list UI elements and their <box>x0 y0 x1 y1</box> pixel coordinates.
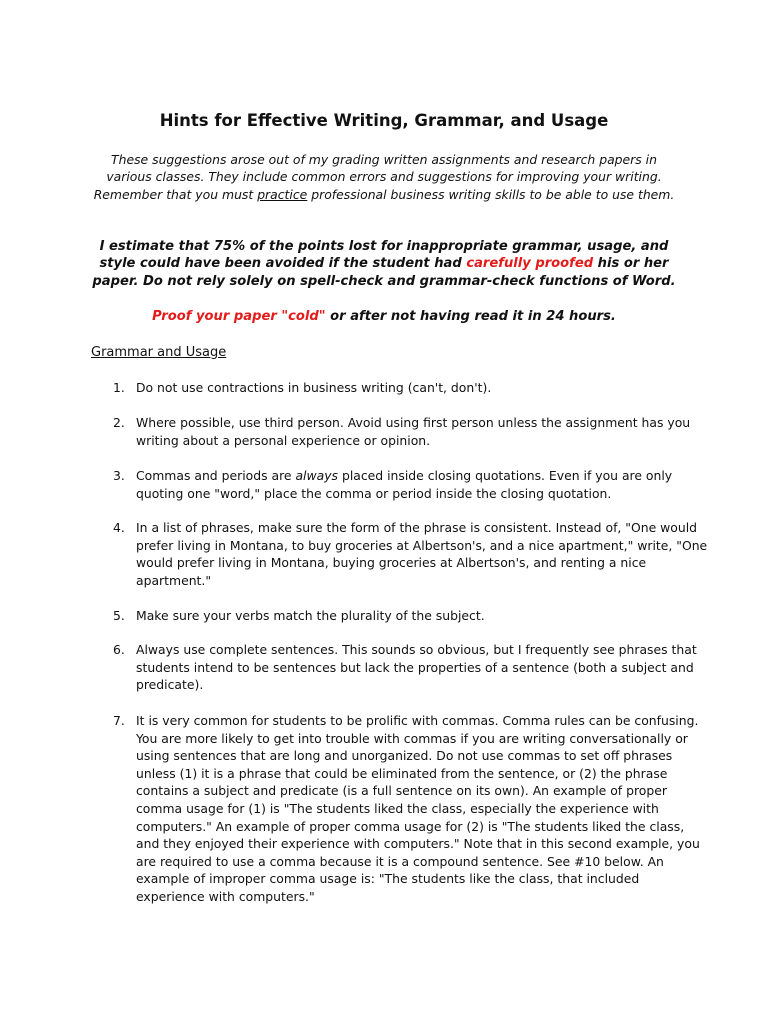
list-item-text: Do not use contractions in business writing (can't, don't). <box>136 380 492 395</box>
list-item-text: It is very common for students to be prolific with commas. Comma rules can be confusing. You are more likely to get into trouble with commas if you are writing conversationally or using sentences that are long and unorganized. Do not use commas to set off phrases unless (1) it is a phrase that could be eliminated from the sentence, or (2) the phrase contains a subject and predicate (is a full sentence on its own). An example of proper comma usage for (1) is "The students liked the class, especially the experience with computers." An example of proper comma usage for (2) is "The students liked the class, and they enjoyed their experience with computers." Note that in this second example, you are required to use a comma because it is a compound sentence. See #10 below. An example of improper comma usage is: "The students like the class, that included experience with computers." <box>136 713 700 904</box>
estimate-paragraph <box>84 238 684 290</box>
intro-text-part1: These suggestions arose out of my grading written assignments and research papers in various classes. They include common errors and suggestions for improving your writing. Remember that you must <box>93 152 662 202</box>
list-item-text: Always use complete sentences. This sounds so obvious, but I frequently see phrases that students intend to be sentences but lack the properties of a sentence (both a subject and predicate). <box>136 642 697 693</box>
list-item-text: Make sure your verbs match the plurality of the subject. <box>136 608 485 623</box>
list-item-text: Where possible, use third person. Avoid using first person unless the assignment has you writing about a personal experience or opinion. <box>136 415 691 448</box>
list-item-emphasis-always: always <box>295 468 339 483</box>
proof-highlight: Proof your paper "cold" <box>152 309 326 324</box>
list-item-number: 3. <box>113 468 125 483</box>
intro-paragraph <box>92 151 676 203</box>
estimate-highlight: carefully proofed <box>466 256 594 272</box>
document-title: Hints for Effective Writing, Grammar, and Usage <box>159 111 609 130</box>
list-item-text-part2: placed inside closing quotations. Even if you are only quoting one "word," place the comma or period inside the closing quotation. <box>136 468 673 501</box>
list-item-text-part1: Commas and periods are <box>136 468 296 483</box>
intro-text-part2: professional business writing skills to be able to use them. <box>307 186 675 202</box>
list-item-number: 7. <box>113 713 125 728</box>
section-heading: Grammar and Usage <box>91 345 227 360</box>
list-item-number: 2. <box>113 415 125 430</box>
proof-rest: or after not having read it in 24 hours. <box>325 309 616 324</box>
list-item-number: 1. <box>113 380 125 395</box>
list-item-text <box>136 467 710 502</box>
estimate-text-part1: I estimate that 75% of the points lost for inappropriate grammar, usage, and style could have been avoided if the student had <box>99 239 669 272</box>
list-item-text: In a list of phrases, make sure the form of the phrase is consistent. Instead of, "One would prefer living in Montana, to buy groceries at Albertson's, and a nice apartment," write, "One would prefer living in Montana, buying groceries at Albertson's, and renting a nice apartment." <box>136 520 708 588</box>
list-item-number: 5. <box>113 608 125 623</box>
estimate-text-part2: his or her paper. Do not rely solely on spell-check and grammar-check functions of Word. <box>92 256 676 289</box>
proof-paragraph <box>0 309 768 324</box>
list-item-number: 6. <box>113 642 125 657</box>
intro-emphasis-practice: practice <box>257 186 308 202</box>
list-item-number: 4. <box>113 520 125 535</box>
